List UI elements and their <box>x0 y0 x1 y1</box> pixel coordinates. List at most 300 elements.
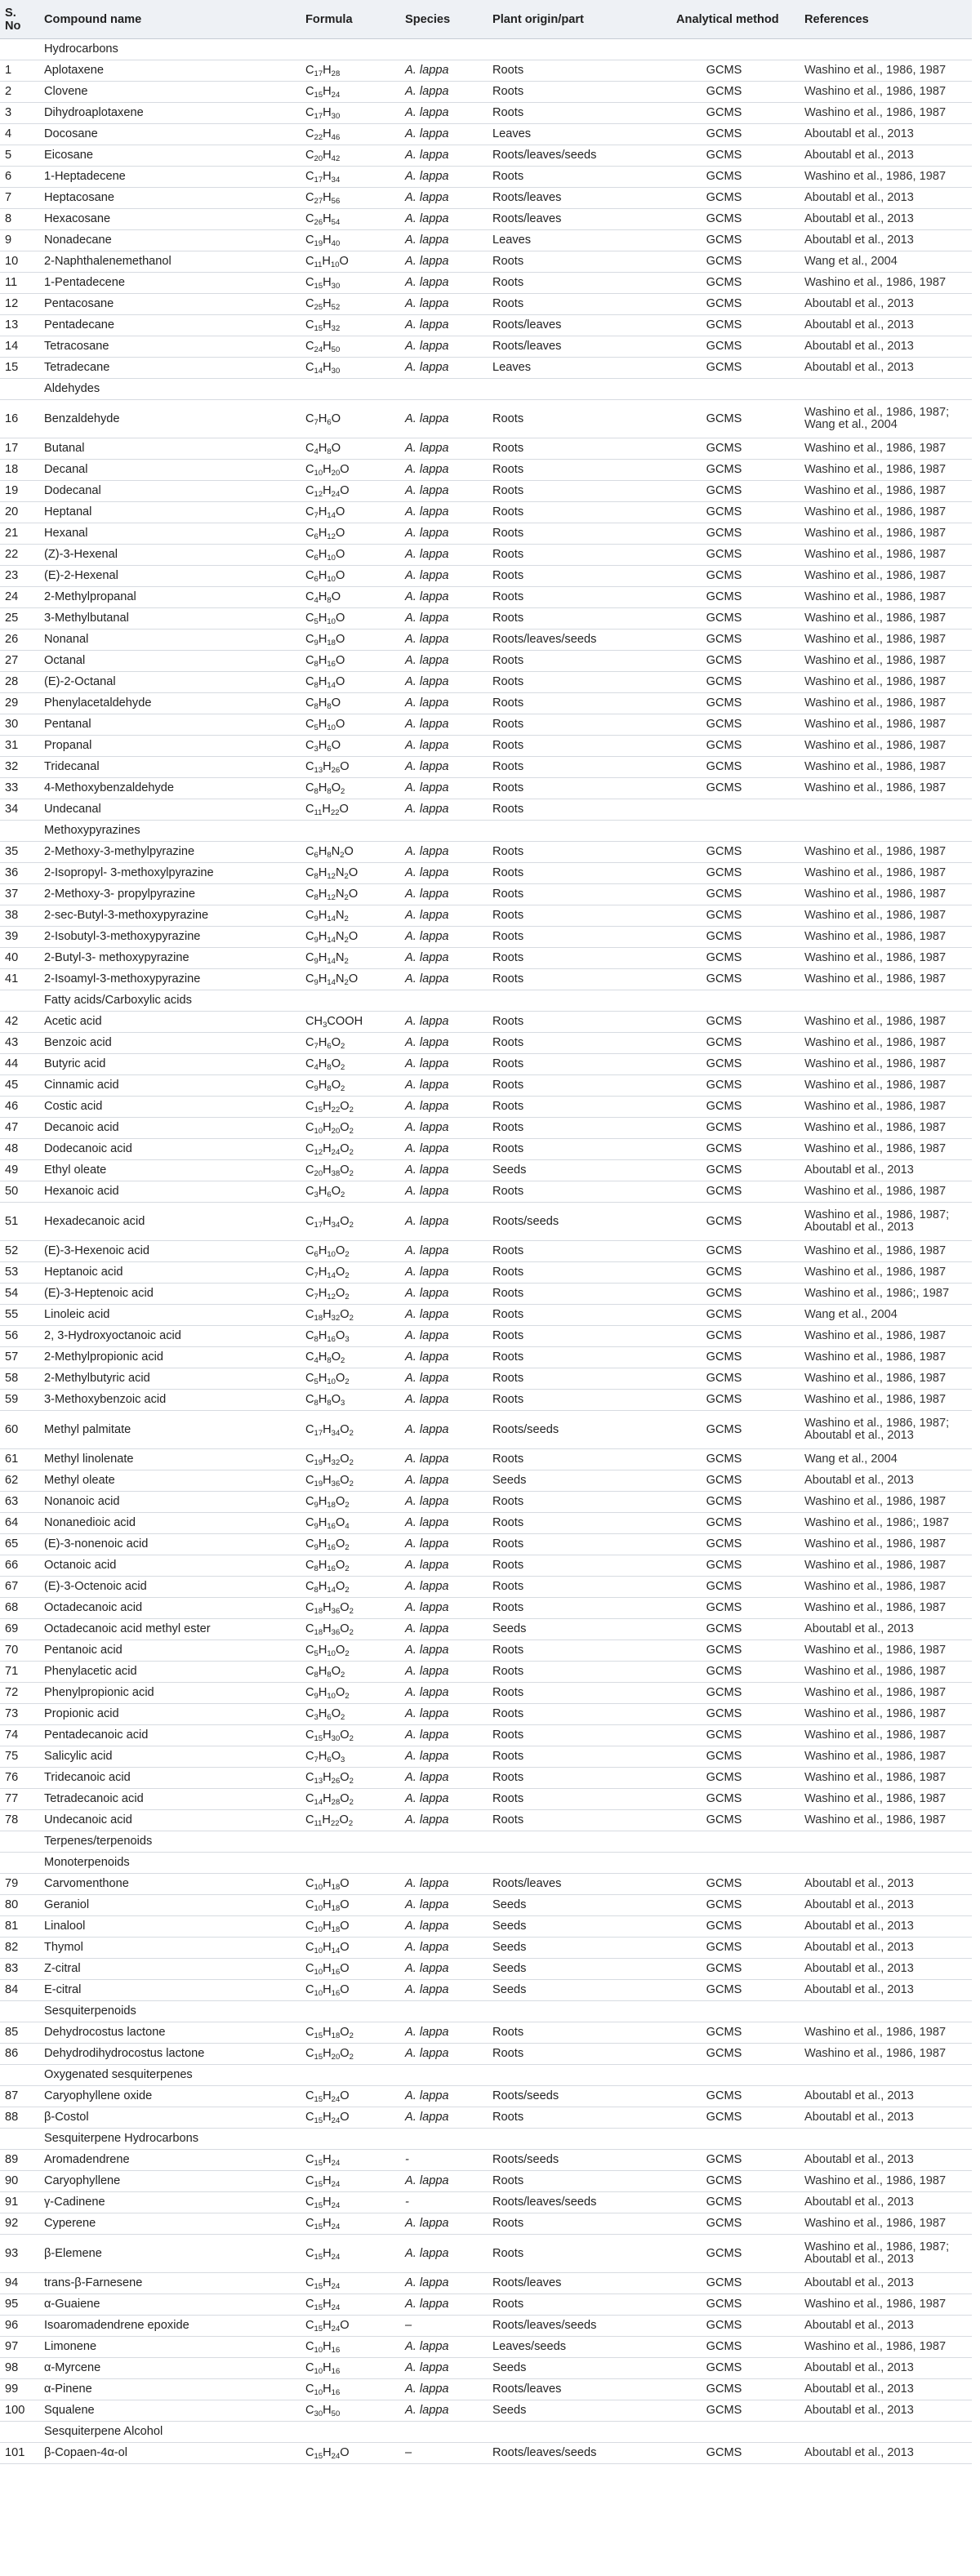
formula: $C_{11}H_{10}O$ <box>301 251 400 273</box>
table-row <box>0 2235 972 2273</box>
table-row <box>0 1390 972 1411</box>
plant-origin: Roots <box>488 799 648 821</box>
section-spacer <box>488 821 648 842</box>
species: A. lappa <box>400 315 488 336</box>
table-row <box>0 523 972 545</box>
reference: Washino et al., 1986, 1987 <box>800 1347 972 1368</box>
species: A. lappa <box>400 1326 488 1347</box>
formula: $C_{13}H_{26}O_2$ <box>301 1768 400 1789</box>
compound-name: 2-Isoamyl-3-methoxypyrazine <box>39 969 301 990</box>
species: A. lappa <box>400 1390 488 1411</box>
plant-origin: Roots <box>488 1033 648 1054</box>
serial-number: 27 <box>0 651 39 672</box>
section-spacer <box>0 990 39 1012</box>
species: A. lappa <box>400 1075 488 1097</box>
reference: Washino et al., 1986, 1987 <box>800 1683 972 1704</box>
species: A. lappa <box>400 1118 488 1139</box>
section-spacer <box>301 821 400 842</box>
analytical-method: GCMS <box>648 209 800 230</box>
analytical-method: GCMS <box>648 1810 800 1831</box>
reference: Washino et al., 1986, 1987 <box>800 1789 972 1810</box>
section-spacer <box>0 1853 39 1874</box>
plant-origin: Roots <box>488 1139 648 1160</box>
analytical-method: GCMS <box>648 1449 800 1470</box>
plant-origin: Roots <box>488 60 648 82</box>
section-spacer <box>301 39 400 60</box>
species: A. lappa <box>400 2086 488 2107</box>
formula: $C_{17}H_{34}$ <box>301 167 400 188</box>
serial-number: 96 <box>0 2316 39 2337</box>
plant-origin: Roots <box>488 1768 648 1789</box>
formula: $C_8H_{12}N_2O$ <box>301 884 400 905</box>
serial-number: 15 <box>0 358 39 379</box>
serial-number: 49 <box>0 1160 39 1181</box>
reference: Aboutabl et al., 2013 <box>800 2443 972 2464</box>
table-row <box>0 863 972 884</box>
analytical-method: GCMS <box>648 2213 800 2235</box>
section-spacer <box>648 379 800 400</box>
species: A. lappa <box>400 842 488 863</box>
formula: $C_{14}H_{28}O_2$ <box>301 1789 400 1810</box>
serial-number: 97 <box>0 2337 39 2358</box>
serial-number: 55 <box>0 1305 39 1326</box>
section-spacer <box>488 2065 648 2086</box>
section-spacer <box>301 379 400 400</box>
section-spacer <box>400 990 488 1012</box>
compound-name: 3-Methylbutanal <box>39 608 301 630</box>
compound-name: Caryophyllene oxide <box>39 2086 301 2107</box>
reference: Washino et al., 1986, 1987 <box>800 2337 972 2358</box>
serial-number: 45 <box>0 1075 39 1097</box>
formula: $C_7H_6O_2$ <box>301 1033 400 1054</box>
reference: Aboutabl et al., 2013 <box>800 358 972 379</box>
analytical-method: GCMS <box>648 1390 800 1411</box>
section-spacer <box>400 2422 488 2443</box>
species: A. lappa <box>400 1640 488 1662</box>
reference: Washino et al., 1986, 1987 <box>800 1012 972 1033</box>
reference: Aboutabl et al., 2013 <box>800 188 972 209</box>
table-row <box>0 1181 972 1203</box>
plant-origin: Roots <box>488 2294 648 2316</box>
section-spacer <box>488 1831 648 1853</box>
analytical-method: GCMS <box>648 2044 800 2065</box>
table-row <box>0 587 972 608</box>
analytical-method: GCMS <box>648 167 800 188</box>
compound-name: Geraniol <box>39 1895 301 1916</box>
table-row <box>0 1938 972 1959</box>
compound-name: Benzaldehyde <box>39 400 301 438</box>
compound-name: Costic acid <box>39 1097 301 1118</box>
reference: Washino et al., 1986, 1987; Wang et al., 2004 <box>800 400 972 438</box>
analytical-method <box>648 799 800 821</box>
species: A. lappa <box>400 145 488 167</box>
serial-number: 39 <box>0 927 39 948</box>
species: A. lappa <box>400 948 488 969</box>
analytical-method: GCMS <box>648 1746 800 1768</box>
reference: Washino et al., 1986, 1987 <box>800 757 972 778</box>
plant-origin: Roots <box>488 566 648 587</box>
table-row <box>0 884 972 905</box>
plant-origin: Roots <box>488 736 648 757</box>
species: A. lappa <box>400 2294 488 2316</box>
serial-number: 22 <box>0 545 39 566</box>
plant-origin: Roots <box>488 251 648 273</box>
reference: Washino et al., 1986, 1987 <box>800 1033 972 1054</box>
table-row <box>0 1492 972 1513</box>
species: A. lappa <box>400 1534 488 1555</box>
formula: $C_{15}H_{30}O_2$ <box>301 1725 400 1746</box>
serial-number: 82 <box>0 1938 39 1959</box>
section-title: Hydrocarbons <box>39 39 301 60</box>
plant-origin: Roots/seeds <box>488 1203 648 1241</box>
formula: $C_8H_{12}N_2O$ <box>301 863 400 884</box>
plant-origin: Roots <box>488 2044 648 2065</box>
analytical-method: GCMS <box>648 1895 800 1916</box>
section-spacer <box>488 379 648 400</box>
plant-origin: Roots/seeds <box>488 2150 648 2171</box>
plant-origin: Roots <box>488 905 648 927</box>
species: A. lappa <box>400 736 488 757</box>
compound-name: Pentadecanoic acid <box>39 1725 301 1746</box>
plant-origin: Roots <box>488 523 648 545</box>
compound-name: Decanal <box>39 460 301 481</box>
plant-origin: Roots <box>488 400 648 438</box>
species: A. lappa <box>400 608 488 630</box>
section-spacer <box>488 990 648 1012</box>
serial-number: 63 <box>0 1492 39 1513</box>
formula: $C_8H_{14}O_2$ <box>301 1577 400 1598</box>
serial-number: 87 <box>0 2086 39 2107</box>
serial-number: 54 <box>0 1284 39 1305</box>
reference: Washino et al., 1986, 1987 <box>800 273 972 294</box>
serial-number: 12 <box>0 294 39 315</box>
plant-origin: Roots/leaves <box>488 336 648 358</box>
formula: $C_7H_{14}O$ <box>301 502 400 523</box>
analytical-method: GCMS <box>648 1012 800 1033</box>
serial-number: 30 <box>0 714 39 736</box>
plant-origin: Roots <box>488 481 648 502</box>
formula: $C_{11}H_{22}O_2$ <box>301 1810 400 1831</box>
table-row <box>0 1470 972 1492</box>
formula: $C_8H_8O$ <box>301 693 400 714</box>
table-row <box>0 1160 972 1181</box>
analytical-method: GCMS <box>648 863 800 884</box>
species: A. lappa <box>400 630 488 651</box>
species: A. lappa <box>400 714 488 736</box>
table-row <box>0 1789 972 1810</box>
serial-number: 2 <box>0 82 39 103</box>
compound-name: α-Guaiene <box>39 2294 301 2316</box>
table-row <box>0 1449 972 1470</box>
compound-name: 2-Methylbutyric acid <box>39 1368 301 1390</box>
serial-number: 100 <box>0 2400 39 2422</box>
serial-number: 26 <box>0 630 39 651</box>
reference: Washino et al., 1986, 1987 <box>800 1662 972 1683</box>
serial-number: 66 <box>0 1555 39 1577</box>
analytical-method: GCMS <box>648 566 800 587</box>
analytical-method: GCMS <box>648 672 800 693</box>
section-spacer <box>0 2065 39 2086</box>
formula: $C_{20}H_{38}O_2$ <box>301 1160 400 1181</box>
reference: Aboutabl et al., 2013 <box>800 1980 972 2001</box>
analytical-method: GCMS <box>648 969 800 990</box>
formula: $C_{12}H_{24}O$ <box>301 481 400 502</box>
serial-number: 28 <box>0 672 39 693</box>
table-row <box>0 1305 972 1326</box>
reference: Washino et al., 1986, 1987 <box>800 1725 972 1746</box>
compound-name: Dodecanoic acid <box>39 1139 301 1160</box>
plant-origin: Roots <box>488 1347 648 1368</box>
reference: Washino et al., 1986, 1987 <box>800 587 972 608</box>
analytical-method: GCMS <box>648 502 800 523</box>
analytical-method: GCMS <box>648 103 800 124</box>
serial-number: 90 <box>0 2171 39 2192</box>
serial-number: 7 <box>0 188 39 209</box>
compound-name: Butanal <box>39 438 301 460</box>
analytical-method: GCMS <box>648 1118 800 1139</box>
reference: Washino et al., 1986, 1987 <box>800 1598 972 1619</box>
plant-origin: Roots <box>488 2107 648 2129</box>
section-spacer <box>800 2129 972 2150</box>
reference: Washino et al., 1986, 1987 <box>800 1368 972 1390</box>
section-header-row <box>0 2065 972 2086</box>
table-row <box>0 188 972 209</box>
formula: $C_6H_{10}O_2$ <box>301 1241 400 1262</box>
analytical-method: GCMS <box>648 1619 800 1640</box>
section-header-row <box>0 1831 972 1853</box>
section-spacer <box>0 1831 39 1853</box>
formula: $C_{15}H_{30}$ <box>301 273 400 294</box>
section-header-row <box>0 39 972 60</box>
compound-name: Dodecanal <box>39 481 301 502</box>
species: A. lappa <box>400 1492 488 1513</box>
reference: Washino et al., 1986, 1987 <box>800 608 972 630</box>
species: A. lappa <box>400 1181 488 1203</box>
section-spacer <box>301 1831 400 1853</box>
plant-origin: Roots <box>488 1640 648 1662</box>
plant-origin: Roots <box>488 1326 648 1347</box>
table-row <box>0 2107 972 2129</box>
species: A. lappa <box>400 1033 488 1054</box>
plant-origin: Roots <box>488 757 648 778</box>
table-row <box>0 1916 972 1938</box>
table-row <box>0 481 972 502</box>
plant-origin: Seeds <box>488 1938 648 1959</box>
reference: Aboutabl et al., 2013 <box>800 145 972 167</box>
analytical-method: GCMS <box>648 2443 800 2464</box>
reference: Aboutabl et al., 2013 <box>800 1959 972 1980</box>
formula: $C_{22}H_{46}$ <box>301 124 400 145</box>
analytical-method: GCMS <box>648 1139 800 1160</box>
serial-number: 80 <box>0 1895 39 1916</box>
formula: $C_4H_8O_2$ <box>301 1054 400 1075</box>
formula: $C_9H_{18}O$ <box>301 630 400 651</box>
species: A. lappa <box>400 1470 488 1492</box>
plant-origin: Roots <box>488 778 648 799</box>
formula: $C_4H_8O$ <box>301 438 400 460</box>
table-row <box>0 82 972 103</box>
table-row <box>0 1598 972 1619</box>
reference: Washino et al., 1986, 1987 <box>800 778 972 799</box>
analytical-method: GCMS <box>648 2337 800 2358</box>
reference <box>800 799 972 821</box>
plant-origin: Roots <box>488 608 648 630</box>
formula: $C_8H_8O_2$ <box>301 778 400 799</box>
header-species: Species <box>400 0 488 39</box>
reference: Washino et al., 1986, 1987 <box>800 167 972 188</box>
compound-name: Nonadecane <box>39 230 301 251</box>
table-row <box>0 2213 972 2235</box>
serial-number: 19 <box>0 481 39 502</box>
compound-name: Eicosane <box>39 145 301 167</box>
table-row <box>0 103 972 124</box>
compound-name: Aromadendrene <box>39 2150 301 2171</box>
serial-number: 56 <box>0 1326 39 1347</box>
compound-name: Nonanedioic acid <box>39 1513 301 1534</box>
species: A. lappa <box>400 358 488 379</box>
reference: Washino et al., 1986, 1987 <box>800 2294 972 2316</box>
species: – <box>400 2443 488 2464</box>
serial-number: 68 <box>0 1598 39 1619</box>
compound-name: Pentadecane <box>39 315 301 336</box>
reference: Aboutabl et al., 2013 <box>800 2358 972 2379</box>
analytical-method: GCMS <box>648 1160 800 1181</box>
compound-name: Tridecanal <box>39 757 301 778</box>
analytical-method: GCMS <box>648 757 800 778</box>
table-row <box>0 1262 972 1284</box>
reference: Washino et al., 1986, 1987 <box>800 1075 972 1097</box>
table-row <box>0 336 972 358</box>
compound-name: 2-Isopropyl- 3-methoxylpyrazine <box>39 863 301 884</box>
species: A. lappa <box>400 1959 488 1980</box>
plant-origin: Roots <box>488 1746 648 1768</box>
formula: $C_{15}H_{24}$ <box>301 2235 400 2273</box>
analytical-method: GCMS <box>648 1326 800 1347</box>
compound-name: (E)-3-nonenoic acid <box>39 1534 301 1555</box>
section-title: Fatty acids/Carboxylic acids <box>39 990 301 1012</box>
compound-name: Clovene <box>39 82 301 103</box>
serial-number: 99 <box>0 2379 39 2400</box>
analytical-method: GCMS <box>648 230 800 251</box>
reference: Aboutabl et al., 2013 <box>800 1874 972 1895</box>
section-spacer <box>488 39 648 60</box>
compound-name: Undecanoic acid <box>39 1810 301 1831</box>
plant-origin: Roots/seeds <box>488 2086 648 2107</box>
compound-name: Nonanoic acid <box>39 1492 301 1513</box>
table-row <box>0 1139 972 1160</box>
formula: $C_5H_{10}O$ <box>301 608 400 630</box>
formula: $C_8H_8O_2$ <box>301 1662 400 1683</box>
table-row <box>0 1619 972 1640</box>
formula: $C_8H_8O_3$ <box>301 1390 400 1411</box>
serial-number: 98 <box>0 2358 39 2379</box>
formula: $C_{10}H_{16}O$ <box>301 1980 400 2001</box>
table-row <box>0 1075 972 1097</box>
reference: Washino et al., 1986, 1987 <box>800 1097 972 1118</box>
plant-origin: Roots <box>488 884 648 905</box>
compound-name: 2-sec-Butyl-3-methoxypyrazine <box>39 905 301 927</box>
table-row <box>0 1534 972 1555</box>
serial-number: 65 <box>0 1534 39 1555</box>
reference: Washino et al., 1986, 1987 <box>800 672 972 693</box>
species: A. lappa <box>400 2358 488 2379</box>
species: A. lappa <box>400 1683 488 1704</box>
species: A. lappa <box>400 209 488 230</box>
reference: Washino et al., 1986, 1987 <box>800 481 972 502</box>
formula: $C_{15}H_{32}$ <box>301 315 400 336</box>
section-spacer <box>800 1853 972 1874</box>
serial-number: 58 <box>0 1368 39 1390</box>
species: A. lappa <box>400 60 488 82</box>
serial-number: 36 <box>0 863 39 884</box>
analytical-method: GCMS <box>648 1916 800 1938</box>
table-row <box>0 693 972 714</box>
table-row <box>0 1347 972 1368</box>
compound-name: Tetradecane <box>39 358 301 379</box>
formula: $C_{15}H_{18}O_2$ <box>301 2022 400 2044</box>
compound-name: α-Myrcene <box>39 2358 301 2379</box>
section-spacer <box>648 2422 800 2443</box>
section-title: Methoxypyrazines <box>39 821 301 842</box>
serial-number: 23 <box>0 566 39 587</box>
compound-name: Phenylpropionic acid <box>39 1683 301 1704</box>
compound-name: Undecanal <box>39 799 301 821</box>
analytical-method: GCMS <box>648 251 800 273</box>
table-row <box>0 1768 972 1789</box>
section-spacer <box>800 1831 972 1853</box>
section-title: Terpenes/terpenoids <box>39 1831 301 1853</box>
section-spacer <box>301 2065 400 2086</box>
reference: Washino et al., 1986, 1987 <box>800 1139 972 1160</box>
formula: $C_6H_{12}O$ <box>301 523 400 545</box>
species: A. lappa <box>400 1789 488 1810</box>
formula: $C_6H_{10}O$ <box>301 545 400 566</box>
species: A. lappa <box>400 1874 488 1895</box>
formula: $C_{15}H_{24}O$ <box>301 2086 400 2107</box>
table-header <box>0 0 972 39</box>
compound-name: Tetracosane <box>39 336 301 358</box>
reference: Washino et al., 1986, 1987 <box>800 1555 972 1577</box>
table-row <box>0 400 972 438</box>
compound-name: Carvomenthone <box>39 1874 301 1895</box>
species: A. lappa <box>400 1746 488 1768</box>
section-spacer <box>648 821 800 842</box>
species: A. lappa <box>400 1938 488 1959</box>
analytical-method: GCMS <box>648 778 800 799</box>
formula: $C_{26}H_{54}$ <box>301 209 400 230</box>
analytical-method: GCMS <box>648 2171 800 2192</box>
formula: $C_{15}H_{24}$ <box>301 2294 400 2316</box>
analytical-method: GCMS <box>648 1789 800 1810</box>
serial-number: 72 <box>0 1683 39 1704</box>
table-row <box>0 1683 972 1704</box>
table-row <box>0 927 972 948</box>
plant-origin: Roots <box>488 103 648 124</box>
serial-number: 92 <box>0 2213 39 2235</box>
formula: $C_9H_{10}O_2$ <box>301 1683 400 1704</box>
compound-name: 2-Naphthalenemethanol <box>39 251 301 273</box>
analytical-method: GCMS <box>648 1411 800 1449</box>
analytical-method: GCMS <box>648 1284 800 1305</box>
compound-name: 3-Methoxybenzoic acid <box>39 1390 301 1411</box>
analytical-method: GCMS <box>648 905 800 927</box>
table-row <box>0 2294 972 2316</box>
section-spacer <box>800 2422 972 2443</box>
plant-origin: Roots <box>488 948 648 969</box>
analytical-method: GCMS <box>648 630 800 651</box>
table-row <box>0 778 972 799</box>
section-header-row <box>0 821 972 842</box>
